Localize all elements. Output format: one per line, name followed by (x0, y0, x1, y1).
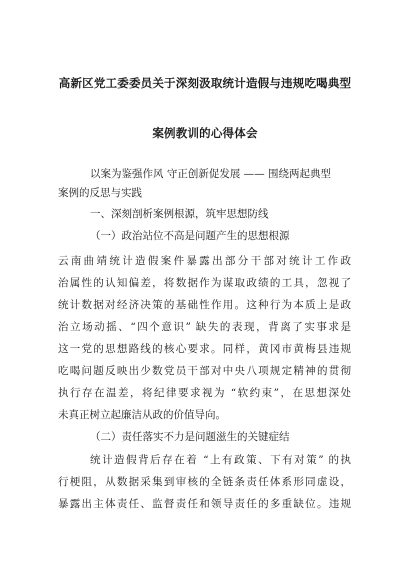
paragraph-2-line: 暴露出主体责任、监督责任和领导责任的多重缺位。违规 (58, 498, 351, 510)
paragraph-1-line: 统计数据对经济决策的基础性作用。这种行为本质上是政 (58, 299, 351, 311)
document-title-line-1: 高新区党工委委员关于深刻汲取统计造假与违规吃喝典型 (58, 76, 352, 90)
section-1-heading: 一、深刻剖析案例根源，筑牢思想防线 (90, 208, 269, 220)
paragraph-1-line: 执行存在温差，将纪律要求视为 “软约束”，在思想深处 (58, 387, 351, 399)
subsection-1-heading: （一）政治站位不高是问题产生的思想根源 (90, 230, 290, 242)
subsection-2-heading: （二）责任落实不力是问题滋生的关键症结 (90, 431, 290, 443)
paragraph-1-line: 这一党的思想路线的核心要求。同样，黄冈市黄梅县违规 (58, 343, 351, 355)
paragraph-1-line: 吃喝问题反映出少数党员干部对中央八项规定精神的贯彻 (58, 365, 351, 377)
paragraph-1-line: 云南曲靖统计造假案件暴露出部分干部对统计工作政 (58, 255, 351, 267)
subtitle-line-1: 以案为鉴强作风 守正创新促发展 —— 围绕两起典型 (90, 168, 332, 180)
paragraph-1-line: 未真正树立起廉洁从政的价值导向。 (58, 409, 226, 421)
paragraph-1-line: 治立场动摇、“四个意识” 缺失的表现，背离了实事求是 (58, 321, 351, 333)
document-title-line-2: 案例教训的心得体会 (152, 126, 258, 140)
subtitle-line-2: 案例的反思与实践 (58, 187, 142, 199)
paragraph-1-line: 治属性的认知偏差，将数据作为谋取政绩的工具，忽视了 (58, 277, 351, 289)
paragraph-2-line: 行梗阻，从数据采集到审核的全链条责任体系形同虚设， (58, 476, 351, 488)
paragraph-2-line: 统计造假背后存在着 “上有政策、下有对策” 的执 (90, 454, 351, 466)
